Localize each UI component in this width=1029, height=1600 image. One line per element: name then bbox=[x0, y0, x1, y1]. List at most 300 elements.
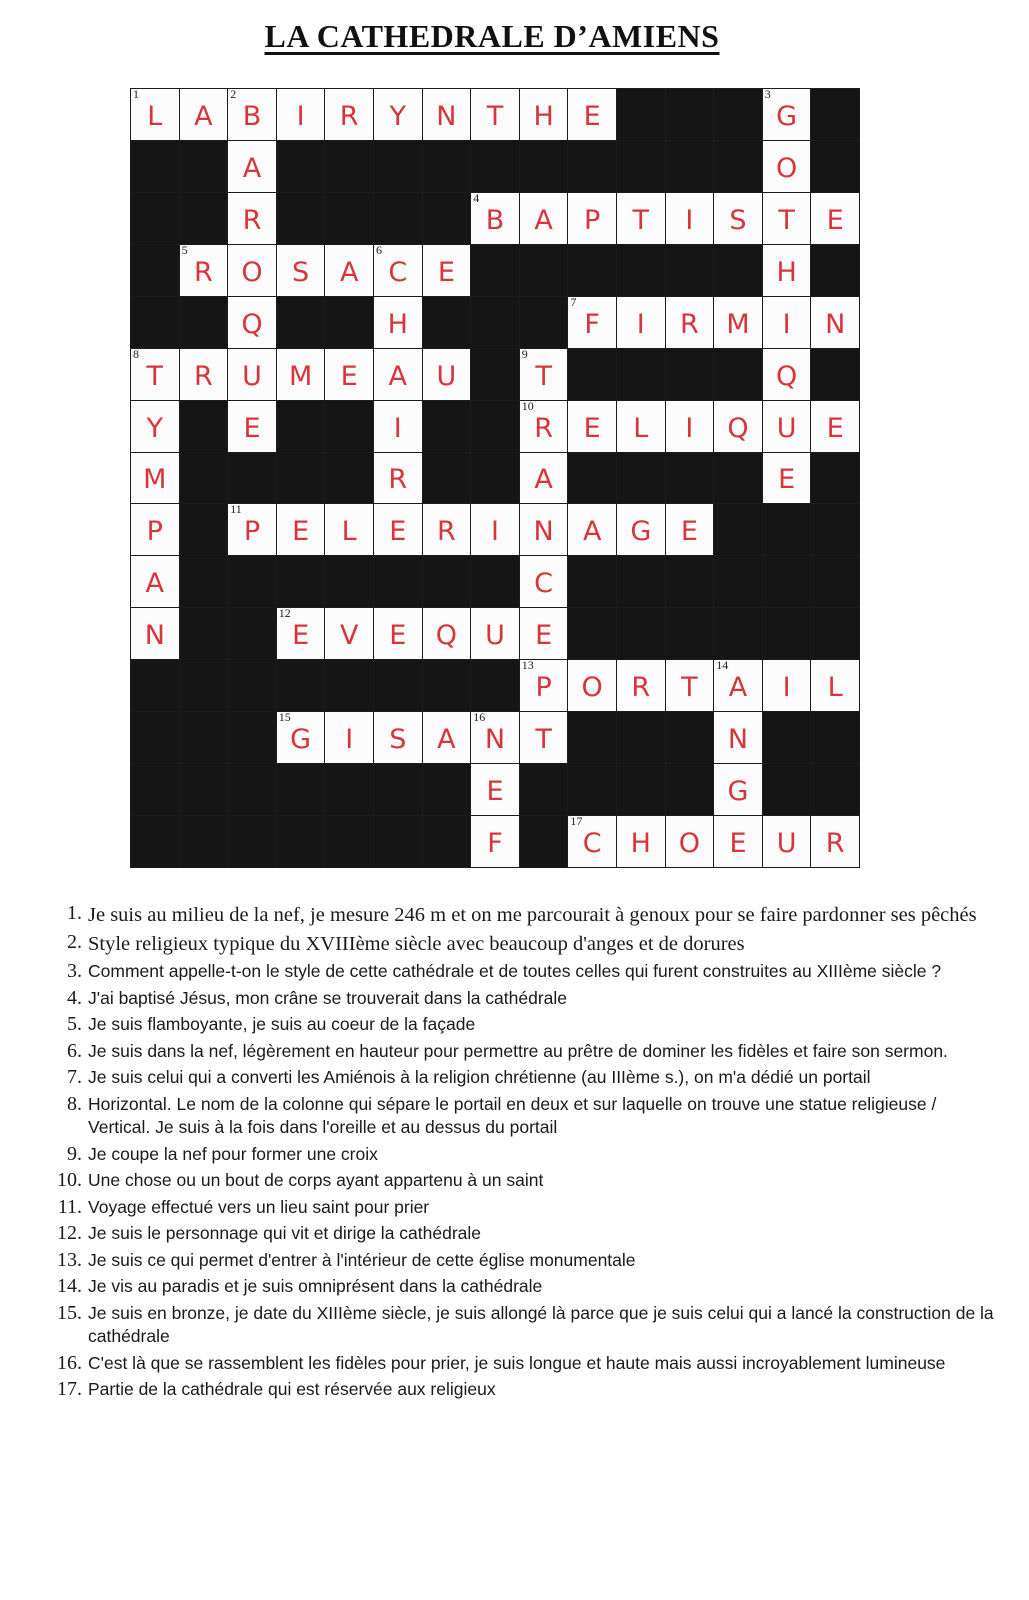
black-cell bbox=[423, 193, 471, 244]
handwritten-letter: H bbox=[533, 100, 554, 132]
black-cell bbox=[423, 660, 471, 711]
handwritten-letter: I bbox=[685, 204, 694, 236]
handwritten-letter: A bbox=[534, 464, 553, 496]
grid-cell[interactable] bbox=[180, 242, 228, 296]
grid-cell[interactable] bbox=[666, 816, 714, 867]
black-cell bbox=[666, 141, 714, 192]
grid-cell[interactable] bbox=[617, 504, 665, 555]
handwritten-letter: E bbox=[389, 516, 407, 548]
handwritten-letter: A bbox=[145, 568, 165, 600]
grid-cell[interactable] bbox=[325, 349, 373, 400]
grid-cell[interactable] bbox=[520, 346, 568, 400]
clue-text: Je suis ce qui permet d'entrer à l'intérieur de cette église monumentale bbox=[88, 1249, 636, 1270]
grid-cell[interactable] bbox=[617, 816, 665, 867]
black-cell bbox=[180, 608, 228, 659]
grid-cell[interactable] bbox=[277, 89, 325, 140]
clue-text: C'est là que se rassemblent les fidèles pour prier, je suis longue et haute mais aussi incroyablement lumineuse bbox=[88, 1352, 946, 1373]
handwritten-letter: I bbox=[782, 672, 791, 704]
handwritten-letter: G bbox=[776, 100, 798, 132]
grid-cell[interactable] bbox=[763, 349, 811, 400]
grid-cell[interactable] bbox=[228, 89, 276, 140]
handwritten-letter: E bbox=[583, 412, 601, 444]
clue-number: 17 bbox=[570, 814, 583, 829]
grid-cell[interactable] bbox=[325, 712, 373, 763]
black-cell bbox=[568, 556, 616, 607]
handwritten-letter: A bbox=[242, 152, 262, 184]
black-cell bbox=[666, 89, 714, 140]
black-cell bbox=[180, 504, 228, 555]
grid-cell[interactable] bbox=[325, 89, 373, 140]
grid-cell[interactable] bbox=[228, 245, 276, 296]
grid-cell[interactable] bbox=[617, 660, 665, 711]
black-cell bbox=[131, 764, 179, 815]
grid-cell[interactable] bbox=[423, 245, 471, 296]
handwritten-letter: N bbox=[436, 100, 457, 132]
black-cell bbox=[568, 349, 616, 400]
black-cell bbox=[568, 764, 616, 815]
clue-item bbox=[40, 1169, 1000, 1193]
black-cell bbox=[180, 297, 228, 348]
black-cell bbox=[811, 245, 859, 296]
handwritten-letter: S bbox=[729, 204, 747, 236]
black-cell bbox=[423, 401, 471, 452]
black-cell bbox=[277, 297, 325, 348]
black-cell bbox=[714, 245, 762, 296]
black-cell bbox=[617, 141, 665, 192]
grid-cell[interactable] bbox=[374, 504, 422, 555]
black-cell bbox=[374, 660, 422, 711]
grid-cell[interactable] bbox=[568, 193, 616, 244]
clue-text: Je suis celui qui a converti les Amiénois à la religion chrétienne (au IIIème s.), on m'a dédié un portail bbox=[88, 1067, 871, 1087]
grid-cell[interactable] bbox=[811, 660, 859, 711]
grid-cell[interactable] bbox=[471, 89, 519, 140]
grid-cell[interactable] bbox=[763, 401, 811, 452]
black-cell bbox=[131, 245, 179, 296]
grid-cell[interactable] bbox=[228, 141, 276, 192]
grid-cell[interactable] bbox=[228, 401, 276, 452]
handwritten-letter: P bbox=[146, 516, 163, 548]
clue-text: Partie de la cathédrale qui est réservée aux religieux bbox=[88, 1379, 496, 1399]
black-cell bbox=[666, 556, 714, 607]
grid-cell[interactable] bbox=[714, 712, 762, 763]
handwritten-letter: A bbox=[728, 672, 748, 704]
handwritten-letter: E bbox=[729, 828, 747, 860]
grid-cell[interactable] bbox=[520, 453, 568, 504]
grid-cell[interactable] bbox=[520, 712, 568, 763]
handwritten-letter: Q bbox=[241, 308, 263, 340]
grid-cell[interactable] bbox=[131, 401, 179, 452]
black-cell bbox=[666, 608, 714, 659]
clue-number: 11 bbox=[230, 502, 242, 517]
black-cell bbox=[617, 349, 665, 400]
grid-cell[interactable] bbox=[374, 453, 422, 504]
black-cell bbox=[423, 141, 471, 192]
handwritten-letter: R bbox=[388, 464, 408, 496]
clue-number: 14 bbox=[716, 658, 729, 673]
handwritten-letter: M bbox=[143, 464, 167, 496]
black-cell bbox=[471, 245, 519, 296]
grid-cell[interactable] bbox=[471, 816, 519, 867]
grid-cell[interactable] bbox=[180, 349, 228, 400]
handwritten-letter: H bbox=[776, 256, 797, 288]
grid-cell[interactable] bbox=[763, 89, 811, 140]
clue-number: 17. bbox=[57, 1378, 82, 1400]
clue-number: 9. bbox=[67, 1142, 82, 1165]
grid-cell[interactable] bbox=[277, 608, 325, 659]
clue-item bbox=[40, 1275, 1000, 1299]
black-cell bbox=[617, 89, 665, 140]
clue-text: Je suis dans la nef, légèrement en hauteur pour permettre au prêtre de dominer les fidèles et faire son sermon. bbox=[88, 1040, 948, 1061]
grid-cell[interactable] bbox=[666, 504, 714, 555]
black-cell bbox=[617, 712, 665, 763]
grid-cell[interactable] bbox=[325, 245, 373, 296]
handwritten-letter: Q bbox=[435, 620, 458, 652]
black-cell bbox=[374, 556, 422, 607]
black-cell bbox=[277, 141, 325, 192]
black-cell bbox=[520, 764, 568, 815]
handwritten-letter: A bbox=[388, 360, 408, 392]
handwritten-letter: E bbox=[292, 620, 310, 652]
clue-number: 11. bbox=[57, 1195, 82, 1218]
black-cell bbox=[811, 504, 859, 555]
clue-item bbox=[40, 1093, 1000, 1140]
clue-number: 7 bbox=[570, 294, 577, 309]
black-cell bbox=[325, 764, 373, 815]
black-cell bbox=[471, 349, 519, 400]
black-cell bbox=[423, 297, 471, 348]
black-cell bbox=[325, 401, 373, 452]
grid-cell[interactable] bbox=[131, 89, 179, 140]
grid-cell[interactable] bbox=[811, 193, 859, 244]
black-cell bbox=[811, 349, 859, 400]
black-cell bbox=[714, 453, 762, 504]
handwritten-letter: Y bbox=[389, 100, 407, 132]
black-cell bbox=[714, 608, 762, 659]
black-cell bbox=[568, 245, 616, 296]
grid-cell[interactable] bbox=[568, 89, 616, 140]
handwritten-letter: L bbox=[633, 412, 649, 444]
handwritten-letter: A bbox=[194, 100, 213, 132]
handwritten-letter: U bbox=[436, 360, 457, 392]
grid-cell[interactable] bbox=[520, 504, 568, 555]
handwritten-letter: M bbox=[726, 308, 750, 340]
grid-cell[interactable] bbox=[714, 816, 762, 867]
grid-cell[interactable] bbox=[471, 764, 519, 815]
grid-cell[interactable] bbox=[131, 608, 179, 659]
grid-cell[interactable] bbox=[617, 401, 665, 452]
handwritten-letter: P bbox=[535, 672, 552, 704]
clue-text: Je suis flamboyante, je suis au coeur de la façade bbox=[88, 1014, 476, 1034]
handwritten-letter: T bbox=[146, 360, 164, 392]
handwritten-letter: R bbox=[631, 672, 651, 704]
black-cell bbox=[228, 712, 276, 763]
clue-text: Voyage effectué vers un lieu saint pour prier bbox=[88, 1196, 430, 1217]
grid-cell[interactable] bbox=[666, 401, 714, 452]
black-cell bbox=[811, 89, 859, 140]
black-cell bbox=[811, 764, 859, 815]
grid-cell[interactable] bbox=[423, 504, 471, 555]
handwritten-letter: I bbox=[345, 724, 354, 756]
clue-item bbox=[40, 931, 1000, 957]
black-cell bbox=[423, 764, 471, 815]
handwritten-letter: B bbox=[242, 100, 262, 132]
handwritten-letter: T bbox=[778, 204, 795, 236]
clue-number: 14. bbox=[57, 1275, 82, 1297]
black-cell bbox=[131, 816, 179, 867]
clue-number: 15. bbox=[57, 1301, 82, 1324]
grid-cell[interactable] bbox=[666, 193, 714, 244]
grid-cell[interactable] bbox=[471, 608, 519, 659]
grid-cell[interactable] bbox=[763, 660, 811, 711]
black-cell bbox=[811, 453, 859, 504]
grid-cell[interactable] bbox=[180, 89, 228, 140]
black-cell bbox=[228, 453, 276, 504]
black-cell bbox=[666, 764, 714, 815]
black-cell bbox=[520, 816, 568, 867]
handwritten-letter: I bbox=[491, 516, 499, 548]
black-cell bbox=[180, 401, 228, 452]
grid-cell[interactable] bbox=[277, 712, 325, 763]
black-cell bbox=[568, 453, 616, 504]
black-cell bbox=[666, 349, 714, 400]
grid-cell[interactable] bbox=[374, 89, 422, 140]
handwritten-letter: G bbox=[630, 516, 652, 548]
grid-cell[interactable] bbox=[568, 660, 616, 711]
black-cell bbox=[520, 245, 568, 296]
handwritten-letter: M bbox=[288, 360, 313, 392]
clue-text: Style religieux typique du XVIIIème siècle avec beaucoup d'anges et de dorures bbox=[88, 933, 745, 955]
clue-number: 1 bbox=[133, 87, 139, 101]
black-cell bbox=[714, 556, 762, 607]
clue-item bbox=[40, 1352, 1000, 1376]
grid-cell[interactable] bbox=[520, 660, 568, 711]
grid-cell[interactable] bbox=[520, 89, 568, 140]
black-cell bbox=[180, 193, 228, 244]
grid-cell[interactable] bbox=[763, 816, 811, 867]
clue-number: 9 bbox=[521, 346, 528, 361]
handwritten-letter: R bbox=[825, 828, 845, 860]
handwritten-letter: E bbox=[486, 776, 504, 808]
black-cell bbox=[763, 764, 811, 815]
grid-cell[interactable] bbox=[714, 193, 762, 244]
handwritten-letter: E bbox=[340, 360, 358, 392]
black-cell bbox=[666, 245, 714, 296]
clue-number: 13 bbox=[521, 658, 534, 673]
black-cell bbox=[131, 660, 179, 711]
grid-cell[interactable] bbox=[374, 712, 422, 763]
black-cell bbox=[325, 193, 373, 244]
grid-cell[interactable] bbox=[520, 398, 568, 452]
grid-cell[interactable] bbox=[471, 712, 519, 763]
grid-cell[interactable] bbox=[131, 453, 179, 504]
black-cell bbox=[374, 193, 422, 244]
grid-cell[interactable] bbox=[228, 297, 276, 348]
grid-cell[interactable] bbox=[423, 89, 471, 140]
handwritten-letter: E bbox=[778, 464, 796, 496]
black-cell bbox=[277, 764, 325, 815]
black-cell bbox=[568, 608, 616, 659]
handwritten-letter: V bbox=[339, 620, 359, 652]
grid-cell[interactable] bbox=[374, 349, 422, 400]
clue-item bbox=[40, 1196, 1000, 1220]
handwritten-letter: E bbox=[826, 204, 844, 236]
grid-cell[interactable] bbox=[228, 504, 276, 555]
clue-number: 13. bbox=[57, 1248, 82, 1271]
grid-cell[interactable] bbox=[520, 193, 568, 244]
handwritten-letter: I bbox=[296, 100, 305, 132]
grid-cell[interactable] bbox=[131, 504, 179, 555]
grid-cell[interactable] bbox=[763, 141, 811, 192]
handwritten-letter: R bbox=[194, 360, 213, 392]
clue-item bbox=[40, 1013, 1000, 1037]
grid-cell[interactable] bbox=[520, 608, 568, 659]
black-cell bbox=[325, 297, 373, 348]
black-cell bbox=[714, 349, 762, 400]
grid-cell[interactable] bbox=[325, 504, 373, 555]
black-cell bbox=[228, 764, 276, 815]
black-cell bbox=[811, 712, 859, 763]
handwritten-letter: F bbox=[584, 308, 600, 340]
grid-cell[interactable] bbox=[763, 193, 811, 244]
handwritten-letter: O bbox=[241, 256, 263, 288]
black-cell bbox=[568, 712, 616, 763]
clue-item bbox=[40, 1143, 1000, 1167]
black-cell bbox=[228, 608, 276, 659]
black-cell bbox=[180, 453, 228, 504]
grid-cell[interactable] bbox=[714, 764, 762, 815]
grid-cell[interactable] bbox=[520, 556, 568, 607]
grid-cell[interactable] bbox=[763, 453, 811, 504]
grid-cell[interactable] bbox=[666, 297, 714, 348]
black-cell bbox=[131, 141, 179, 192]
clue-number: 15 bbox=[278, 710, 291, 725]
handwritten-letter: N bbox=[727, 724, 749, 756]
handwritten-letter: C bbox=[582, 828, 602, 860]
clue-text: Je suis le personnage qui vit et dirige la cathédrale bbox=[88, 1223, 482, 1243]
grid-cell[interactable] bbox=[228, 193, 276, 244]
grid-cell[interactable] bbox=[423, 712, 471, 763]
grid-cell[interactable] bbox=[811, 401, 859, 452]
handwritten-letter: A bbox=[339, 256, 359, 288]
black-cell bbox=[617, 764, 665, 815]
black-cell bbox=[617, 453, 665, 504]
clue-number: 12 bbox=[278, 606, 291, 621]
grid-cell[interactable] bbox=[763, 297, 811, 348]
black-cell bbox=[714, 89, 762, 140]
clue-number: 4 bbox=[473, 190, 480, 205]
black-cell bbox=[617, 245, 665, 296]
grid-cell[interactable] bbox=[617, 193, 665, 244]
handwritten-letter: E bbox=[680, 516, 698, 548]
grid-cell[interactable] bbox=[714, 660, 762, 711]
handwritten-letter: I bbox=[393, 412, 402, 444]
clue-number: 16. bbox=[57, 1351, 82, 1374]
grid-cell[interactable] bbox=[325, 608, 373, 659]
grid-cell[interactable] bbox=[471, 190, 519, 244]
black-cell bbox=[228, 660, 276, 711]
grid-cell[interactable] bbox=[374, 297, 422, 348]
handwritten-letter: I bbox=[636, 308, 645, 340]
grid-cell[interactable] bbox=[423, 608, 471, 659]
handwritten-letter: N bbox=[533, 516, 554, 548]
black-cell bbox=[277, 453, 325, 504]
black-cell bbox=[228, 816, 276, 867]
grid-cell[interactable] bbox=[714, 401, 762, 452]
clue-text: Une chose ou un bout de corps ayant appartenu à un saint bbox=[88, 1170, 544, 1190]
handwritten-letter: R bbox=[194, 256, 213, 288]
grid-cell[interactable] bbox=[568, 816, 616, 867]
clue-item bbox=[40, 1378, 1000, 1402]
black-cell bbox=[763, 712, 811, 763]
black-cell bbox=[180, 764, 228, 815]
grid-cell[interactable] bbox=[617, 297, 665, 348]
black-cell bbox=[471, 401, 519, 452]
black-cell bbox=[811, 608, 859, 659]
grid-cell[interactable] bbox=[374, 401, 422, 452]
black-cell bbox=[423, 556, 471, 607]
black-cell bbox=[277, 556, 325, 607]
black-cell bbox=[325, 141, 373, 192]
handwritten-letter: C bbox=[534, 568, 554, 600]
black-cell bbox=[568, 141, 616, 192]
handwritten-letter: O bbox=[581, 672, 603, 704]
grid-cell[interactable] bbox=[471, 504, 519, 555]
handwritten-letter: F bbox=[487, 828, 503, 860]
handwritten-letter: U bbox=[776, 412, 797, 444]
grid-cell[interactable] bbox=[423, 349, 471, 400]
handwritten-letter: L bbox=[341, 516, 357, 548]
black-cell bbox=[131, 297, 179, 348]
grid-cell[interactable] bbox=[131, 556, 179, 607]
clue-number: 8. bbox=[67, 1092, 82, 1115]
grid-cell[interactable] bbox=[714, 297, 762, 348]
black-cell bbox=[666, 453, 714, 504]
grid-cell[interactable] bbox=[666, 660, 714, 711]
black-cell bbox=[471, 660, 519, 711]
grid-cell[interactable] bbox=[811, 816, 859, 867]
clue-number: 12. bbox=[57, 1222, 82, 1244]
grid-cell[interactable] bbox=[277, 504, 325, 555]
handwritten-letter: H bbox=[630, 828, 651, 860]
grid-cell[interactable] bbox=[277, 245, 325, 296]
grid-cell[interactable] bbox=[374, 242, 422, 296]
grid-cell[interactable] bbox=[568, 294, 616, 348]
grid-cell[interactable] bbox=[568, 401, 616, 452]
handwritten-letter: Q bbox=[727, 412, 749, 444]
black-cell bbox=[374, 816, 422, 867]
black-cell bbox=[423, 453, 471, 504]
black-cell bbox=[471, 141, 519, 192]
clue-number: 10 bbox=[521, 398, 534, 413]
grid-cell[interactable] bbox=[228, 349, 276, 400]
handwritten-letter: E bbox=[389, 620, 407, 652]
handwritten-letter: U bbox=[485, 620, 505, 652]
handwritten-letter: S bbox=[389, 724, 407, 756]
clue-number: 16 bbox=[473, 710, 486, 725]
grid-cell[interactable] bbox=[277, 349, 325, 400]
clue-number: 10. bbox=[57, 1169, 82, 1191]
grid-cell[interactable] bbox=[131, 346, 179, 400]
clue-number: 5 bbox=[181, 242, 188, 257]
handwritten-letter: B bbox=[485, 204, 505, 236]
grid-cell[interactable] bbox=[763, 245, 811, 296]
clue-number: 7. bbox=[67, 1066, 82, 1088]
grid-cell[interactable] bbox=[811, 297, 859, 348]
grid-cell[interactable] bbox=[374, 608, 422, 659]
black-cell bbox=[180, 556, 228, 607]
clue-number: 2. bbox=[67, 931, 82, 953]
grid-cell[interactable] bbox=[568, 504, 616, 555]
